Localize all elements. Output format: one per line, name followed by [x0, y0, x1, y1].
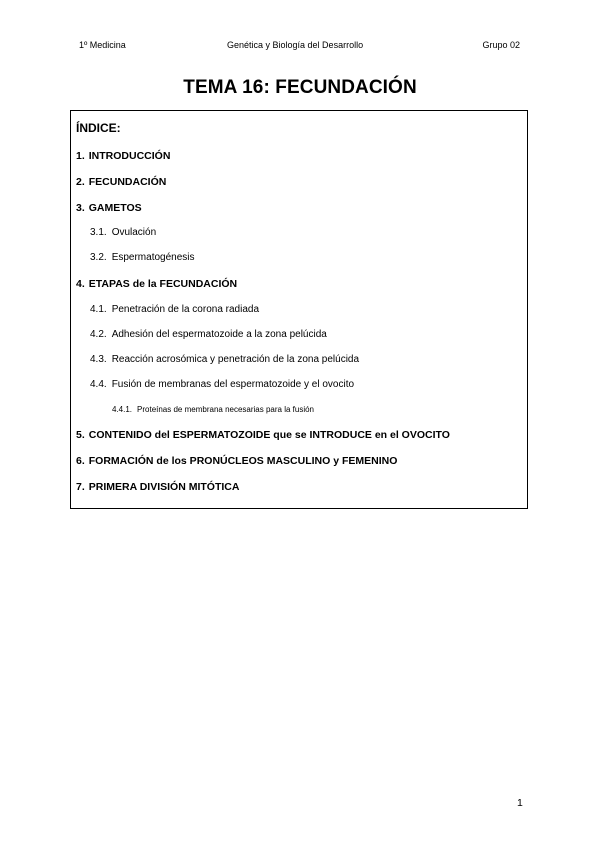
toc-item-number: 4.3. [90, 354, 107, 365]
toc-item-label: INTRODUCCIÓN [88, 150, 171, 162]
toc-item-label: Ovulación [111, 227, 157, 238]
toc-subsubitem-proteinas-membrana [112, 403, 314, 417]
toc-item-number: 4. [76, 278, 85, 290]
toc-item-contenido-espermatozoide [76, 428, 450, 442]
toc-subitem-reaccion-acrosomica [90, 353, 359, 367]
toc-item-pronucleos [76, 454, 397, 468]
header-course: 1º Medicina [79, 40, 126, 50]
toc-item-label: Fusión de membranas del espermatozoide y el ovocito [111, 379, 355, 390]
toc-item-label: Espermatogénesis [111, 252, 195, 263]
toc-item-label: FECUNDACIÓN [88, 176, 167, 188]
toc-item-label: FORMACIÓN de los PRONÚCLEOS MASCULINO y FEMENINO [88, 455, 398, 467]
toc-subitem-fusion-membranas [90, 378, 354, 392]
toc-item-introduccion [76, 149, 170, 163]
running-header [79, 39, 520, 51]
table-of-contents [70, 110, 528, 509]
toc-item-number: 5. [76, 429, 85, 441]
toc-item-label: Reacción acrosómica y penetración de la zona pelúcida [111, 354, 360, 365]
toc-item-label: Proteínas de membrana necesarias para la fusión [137, 405, 315, 414]
document-title: TEMA 16: FECUNDACIÓN [183, 77, 417, 98]
toc-item-number: 4.4. [90, 379, 107, 390]
toc-item-division-mitotica [76, 480, 239, 494]
toc-item-number: 6. [76, 455, 85, 467]
toc-item-label: PRIMERA DIVISIÓN MITÓTICA [88, 481, 240, 493]
toc-item-label: GAMETOS [88, 202, 142, 214]
header-subject: Genética y Biología del Desarrollo [227, 40, 364, 50]
toc-subitem-espermatogenesis [90, 251, 195, 265]
header-group: Grupo 02 [482, 40, 520, 50]
toc-item-fecundacion [76, 175, 166, 189]
toc-item-number: 3.2. [90, 252, 107, 263]
toc-item-gametos [76, 201, 142, 215]
toc-item-etapas [76, 277, 237, 291]
toc-item-number: 7. [76, 481, 85, 493]
toc-item-label: Adhesión del espermatozoide a la zona pelúcida [111, 329, 327, 340]
toc-item-label: CONTENIDO del ESPERMATOZOIDE que se INTRODUCE en el OVOCITO [88, 429, 450, 441]
toc-item-label: Penetración de la corona radiada [111, 304, 260, 315]
toc-item-number: 4.2. [90, 329, 107, 340]
toc-item-number: 3.1. [90, 227, 107, 238]
toc-item-number: 3. [76, 202, 85, 214]
toc-subitem-adhesion [90, 328, 327, 342]
toc-item-number: 1. [76, 150, 85, 162]
toc-item-number: 2. [76, 176, 85, 188]
toc-heading: ÍNDICE: [76, 121, 121, 135]
page-number: 1 [517, 797, 523, 809]
toc-item-number: 4.4.1. [112, 405, 133, 414]
toc-subitem-corona-radiada [90, 303, 259, 317]
toc-item-label: ETAPAS de la FECUNDACIÓN [88, 278, 238, 290]
toc-subitem-ovulacion [90, 226, 156, 240]
toc-item-number: 4.1. [90, 304, 107, 315]
